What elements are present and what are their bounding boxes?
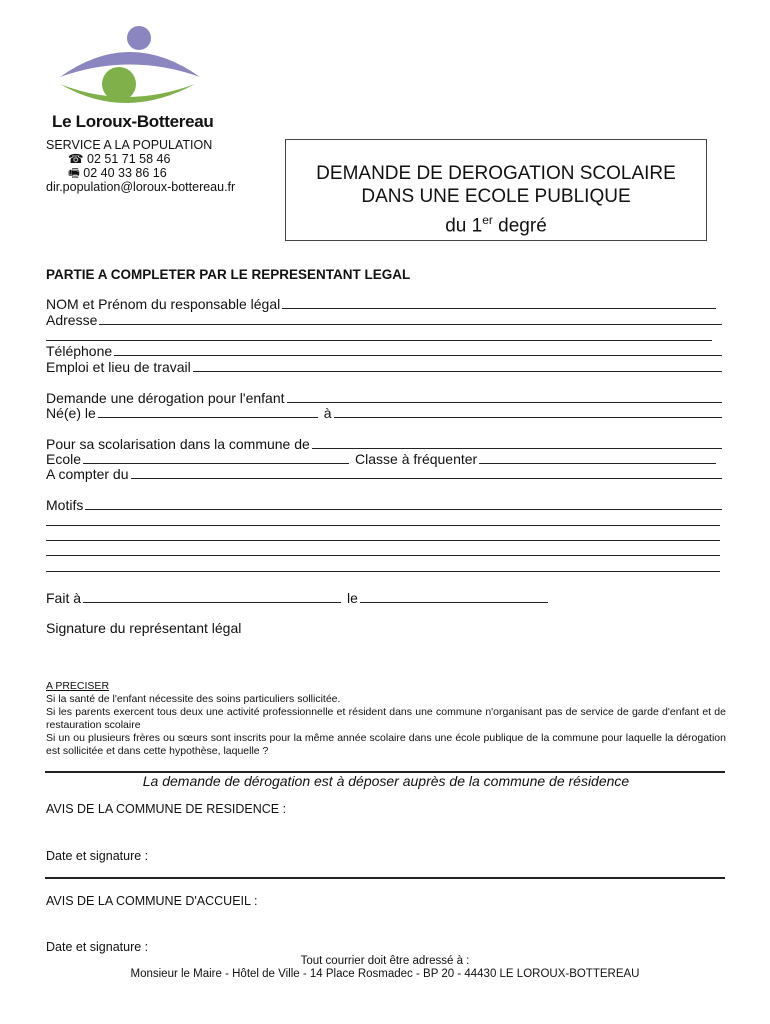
motifs-label: Motifs [46,497,84,513]
commune-label: Pour sa scolarisation dans la commune de [46,436,310,452]
fait-label: Fait à [46,590,82,606]
lieu-blank[interactable] [334,405,722,418]
phone-number: ☎ 02 51 71 58 46 [68,152,171,166]
adresse-blank-2[interactable] [46,340,712,341]
title-box [285,139,707,241]
emploi-label: Emploi et lieu de travail [46,359,191,375]
deposit-notice: La demande de dérogation est à déposer auprès de la commune de résidence [142,773,630,789]
motifs-blank-3[interactable] [46,540,720,541]
signature-label: Signature du représentant légal [46,620,242,636]
lieu-label: à [323,405,332,421]
motifs-blank-2[interactable] [46,525,720,526]
motifs-field[interactable] [46,497,722,513]
logo-purple-dot [127,26,151,50]
emploi-blank[interactable] [193,359,722,372]
emploi-field[interactable] [46,359,722,375]
ne-blank[interactable] [98,405,318,418]
notes-block [46,680,726,758]
divider-middle [45,877,725,879]
ecole-blank[interactable] [83,451,349,464]
title-degree-word: degré [492,215,547,237]
fait-field[interactable] [46,590,548,606]
telephone-field[interactable] [46,343,722,359]
logo-name: Le Loroux-Bottereau [52,112,214,131]
avis-accueil-label: AVIS DE LA COMMUNE D'ACCUEIL : [46,894,258,908]
commune-field[interactable] [46,436,722,452]
date-label: le [347,590,358,606]
note-3: Si un ou plusieurs frères ou sœurs sont inscrits pour la même année scolaire dans une école publique de la commune pour laquelle la dérogation est sollicitée et dans cette hypothèse, laquelle ? [46,732,726,757]
adresse-field[interactable] [46,312,722,328]
enfant-field[interactable] [46,390,722,406]
enfant-label: Demande une dérogation pour l'enfant [46,390,285,406]
avis-residence-label: AVIS DE LA COMMUNE DE RESIDENCE : [46,802,287,816]
service-name: SERVICE A LA POPULATION [46,138,213,152]
title-line-2: DANS UNE ECOLE PUBLIQUE [361,186,631,207]
footer-address: Monsieur le Maire - Hôtel de Ville - 14 Place Rosmadec - BP 20 - 44430 LE LOROUX-BOTTEREAU [130,968,640,980]
notes-heading: A PRECISER [46,680,110,692]
compter-blank[interactable] [131,466,723,479]
naissance-field[interactable] [46,405,722,421]
title-line-3 [286,208,706,238]
motifs-blank[interactable] [85,497,722,510]
motifs-blank-4[interactable] [46,555,720,556]
nom-blank[interactable] [282,296,716,309]
motifs-blank-5[interactable] [46,571,720,572]
compter-label: A compter du [46,466,129,482]
fait-blank[interactable] [83,590,341,603]
classe-blank[interactable] [479,451,716,464]
commune-blank[interactable] [312,436,722,449]
email-address: dir.population@loroux-bottereau.fr [46,180,236,194]
note-2: Si les parents exercent tous deux une activité professionnelle et résident dans une commune n'organisant pas de service de garde d'enfant et de restauration scolaire [46,706,726,731]
nom-label: NOM et Prénom du responsable légal [46,296,281,312]
adresse-blank[interactable] [99,312,722,325]
fax-number: 🖷 02 40 33 86 16 [68,166,167,180]
accueil-date-label: Date et signature : [46,940,149,954]
telephone-blank[interactable] [114,343,722,356]
section-heading: PARTIE A COMPLETER PAR LE REPRESENTANT LEGAL [46,267,411,282]
ne-label: Né(e) le [46,405,96,421]
date-blank[interactable] [360,590,548,603]
note-1: Si la santé de l'enfant nécessite des soins particuliers sollicitée. [46,693,341,705]
nom-field[interactable] [46,296,716,312]
footer-line-1: Tout courrier doit être adressé à : [300,955,470,967]
ecole-label: Ecole [46,451,82,467]
residence-date-label: Date et signature : [46,849,149,863]
telephone-label: Téléphone [46,343,113,359]
contact-block [46,138,235,194]
title-degree-sup: er [482,213,493,227]
enfant-blank[interactable] [287,390,722,403]
logo-green-ball [102,67,136,101]
title-degree-number: du 1 [445,215,483,237]
ecole-field[interactable] [46,451,716,467]
adresse-label: Adresse [46,312,98,328]
compter-field[interactable] [46,466,722,482]
title-line-1: DEMANDE DE DEROGATION SCOLAIRE [316,163,676,184]
classe-label: Classe à fréquenter [355,451,478,467]
